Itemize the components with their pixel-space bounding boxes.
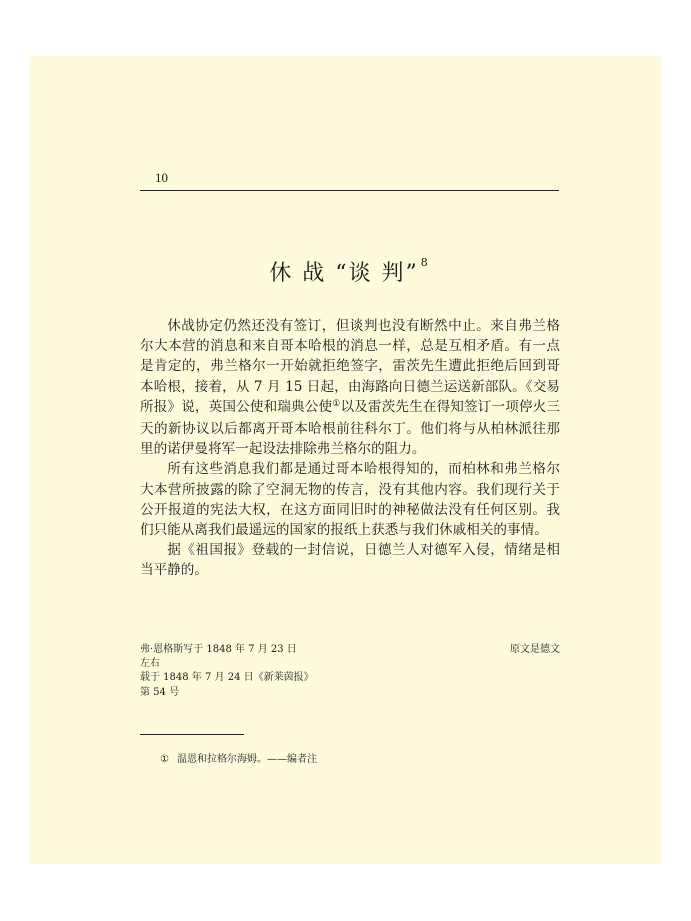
source-info: [140, 643, 560, 700]
source-line: 弗·恩格斯写于 1848 年 7 月 23 日: [140, 644, 297, 655]
article-body: [140, 316, 560, 581]
article-title: [140, 256, 559, 287]
source-line: 左右: [140, 658, 160, 670]
footnote: [160, 750, 317, 765]
paragraph-text: 休战协定仍然还没有签订，但谈判也没有断然中止。来自弗兰格尔大本营的消息和来自哥本哈根的消息一样，总是互相矛盾。有一点是肯定的，弗兰格尔一开始就拒绝签字，雷茨先生遭此拒绝后回到哥本哈根，接着，从 7 月 15 日起，由海路向日德兰运送新部队。《交易所报》说，英国公使和瑞典公使: [140, 318, 560, 415]
title-text: 休 战 “谈 判”: [269, 261, 419, 286]
source-line: 第 54 号: [140, 686, 180, 698]
footnote-divider: [140, 734, 244, 735]
source-line: 载于 1848 年 7 月 24 日《新莱茵报》: [140, 672, 314, 684]
footnote-mark: ①: [160, 754, 169, 765]
footnote-text: 温恩和拉格尔海姆。——编者注: [176, 754, 317, 765]
footnote-reference: ①: [332, 398, 341, 409]
paragraph: 所有这些消息我们都是通过哥本哈根得知的，而柏林和弗兰格尔大本营所披露的除了空洞无物的传言，没有其他内容。我们现行关于公开报道的宪法大权，在这方面同旧时的神秘做法没有任何区别。我们只能从离我们最遥远的国家的报纸上获悉与我们休戚相关的事情。: [140, 461, 560, 539]
paragraph-text: 以及雷茨先生在得知签订一项停火三天的新协议以后都离开哥本哈根前往科尔丁。他们将与从柏林派往那里的诺伊曼将军一起设法排除弗兰格尔的阻力。: [140, 398, 561, 458]
paragraph: 据《祖国报》登载的一封信说，日德兰人对德军入侵，情绪是相当平静的。: [140, 542, 560, 579]
page-number: 10: [155, 170, 168, 185]
page-header: [140, 170, 559, 191]
title-note: 8: [420, 255, 430, 269]
original-language-note: 原文是德文: [510, 644, 560, 655]
paragraph: [140, 316, 560, 459]
